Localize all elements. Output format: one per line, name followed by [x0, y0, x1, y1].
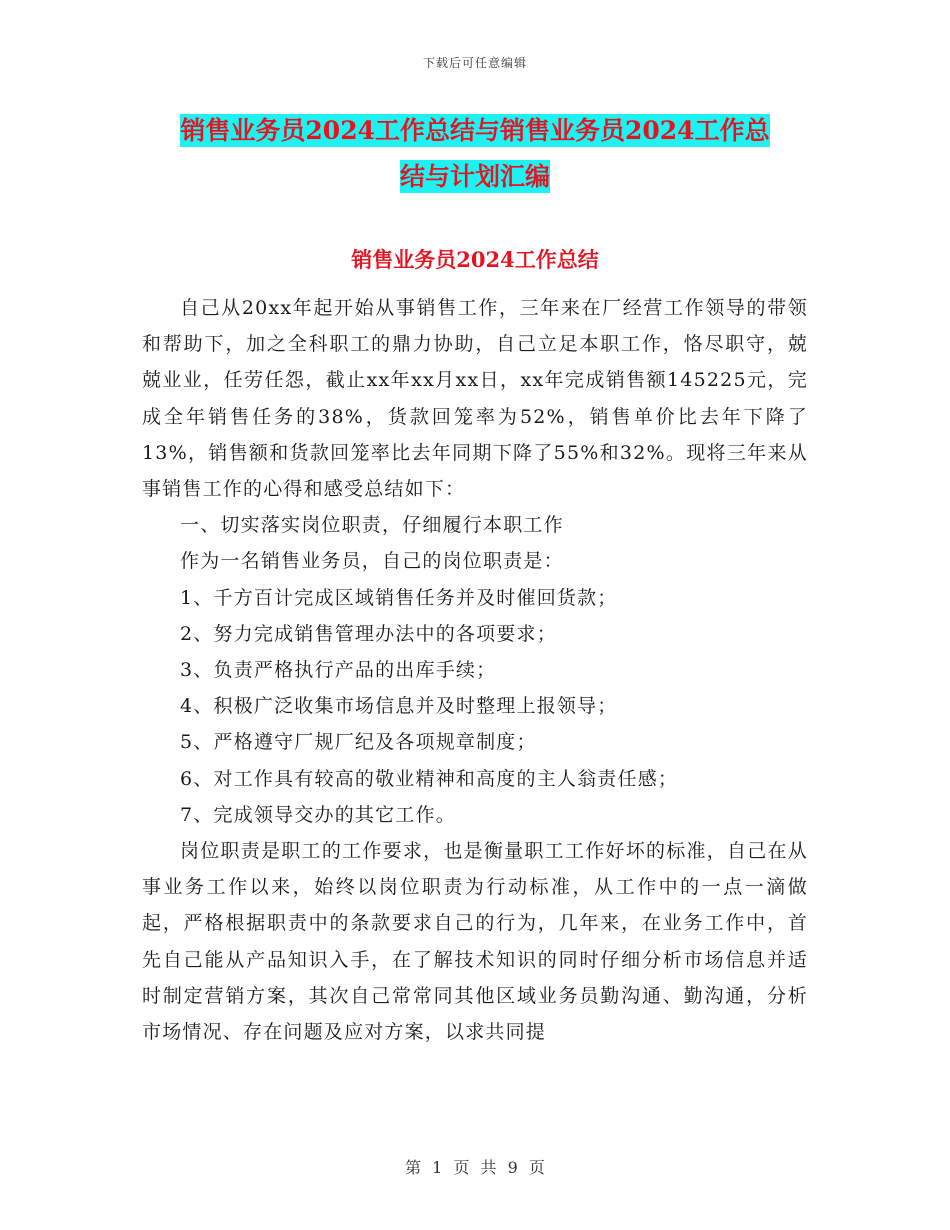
list-item: 5、严格遵守厂规厂纪及各项规章制度；	[180, 731, 537, 754]
section-title: 销售业务员2024工作总结	[351, 247, 599, 272]
paragraph: 作为一名销售业务员，自己的岗位职责是：	[180, 550, 564, 573]
page-footer: 第 1 页 共 9 页	[405, 1158, 545, 1177]
title-line-2: 结与计划汇编	[399, 162, 550, 191]
paragraph: 岗位职责是职工的工作要求，也是衡量职工工作好坏的标准，自己在从事业务工作以来，始终以岗位职责为行动标准，从工作中的一点一滴做起，严格根据职责中的条款要求自己的行为，几年来，在业务工作中，首先自己能从产品知识入手，在了解技术知识的同时仔细分析市场信息并适时制定营销方案，其次自己常常同其他区域业务员勤沟通、勤沟通，分析市场情况、存在问题及应对方案，以求共同提	[142, 840, 808, 1044]
list-item: 1、千方百计完成区域销售任务并及时催回货款；	[180, 586, 618, 609]
paragraph: 一、切实落实岗位职责，仔细履行本职工作	[180, 514, 564, 537]
document-title	[140, 108, 810, 200]
list-item: 6、对工作具有较高的敬业精神和高度的主人翁责任感；	[180, 767, 679, 790]
list-item: 4、积极广泛收集市场信息并及时整理上报领导；	[180, 695, 618, 718]
list-item: 3、负责严格执行产品的出库手续；	[180, 659, 497, 682]
title-line-1: 销售业务员2024工作总结与销售业务员2024工作总	[180, 116, 770, 145]
header-note: 下载后可任意编辑	[422, 56, 527, 70]
list-item: 7、完成领导交办的其它工作。	[180, 803, 456, 826]
paragraph: 自己从20xx年起开始从事销售工作，三年来在厂经营工作领导的带领和帮助下，加之全科职工的鼎力协助，自己立足本职工作，恪尽职守，兢兢业业，任劳任怨，截止xx年xx月xx日，xx年完成销售额145225元，完成全年销售任务的38%，货款回笼率为52%，销售单价比去年下降了13%，销售额和货款回笼率比去年同期下降了55%和32%。现将三年来从事销售工作的心得和感受总结如下：	[142, 297, 808, 501]
body-text	[142, 290, 808, 1050]
list-item: 2、努力完成销售管理办法中的各项要求；	[180, 622, 557, 645]
